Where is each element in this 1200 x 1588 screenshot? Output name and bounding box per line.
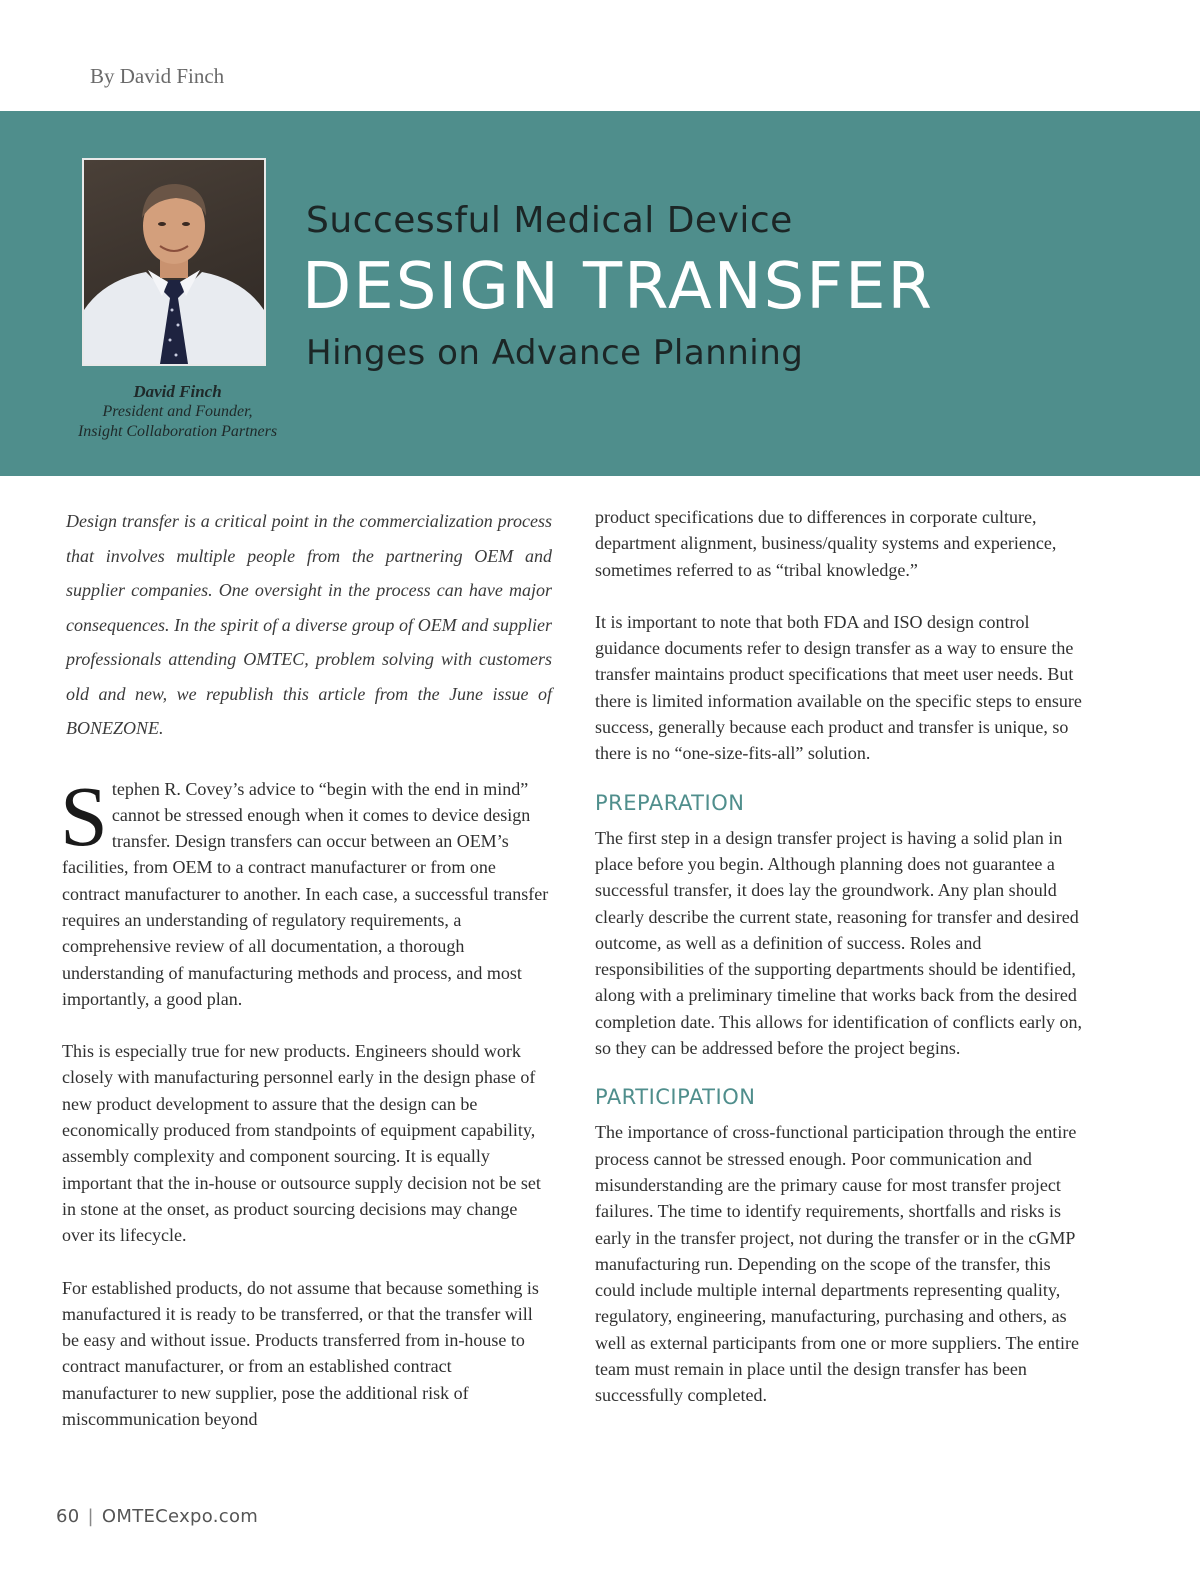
footer-site: OMTECexpo.com	[101, 1506, 259, 1527]
body-paragraph-5: It is important to note that both FDA and ISO design control guidance documents refer to design transfer as a way to ensure the transfer maintains product specifications that meet user needs. But there is limited information available on the specific steps to ensure success, generally because each product and transfer is unique, so there is no “one-size-fits-all” solution.	[595, 611, 1082, 764]
body-paragraph-3: For established products, do not assume that because something is manufactured it is ready to be transferred, or that the transfer will be easy and without issue. Products transferred from in-house to contract manufacturer, or from an established contract manufacturer to new supplier, pose the additional risk of miscommunication beyond	[62, 1277, 539, 1430]
byline: By David Finch	[90, 64, 225, 88]
page-footer	[56, 1506, 258, 1527]
body-paragraph-1	[60, 767, 552, 1013]
body-paragraph-4: product specifications due to differences in corporate culture, department alignment, business/quality systems and experience, sometimes referred to as “tribal knowledge.”	[595, 507, 1057, 580]
right-column	[595, 504, 1090, 1409]
author-caption	[50, 382, 305, 442]
body-paragraph-2: This is especially true for new products. Engineers should work closely with manufacturing personnel early in the design phase of new product development to assure that the design can be economically produced from standpoints of equipment capability, assembly complexity and component sourcing. It is equally important that the in-house or outsource supply decision not be set in stone at the onset, as product sourcing decisions may change over its lifecycle.	[62, 1041, 541, 1246]
body-paragraph-7: The importance of cross-functional participation through the entire process cannot be stressed enough. Poor communication and misunderstanding are the primary cause for most transfer project failures. The time to identify requirements, shortfalls and risks is early in the transfer project, not during the transfer or in the cGMP manufacturing run. Depending on the scope of the transfer, this could include multiple internal departments representing quality, regulatory, engineering, manufacturing, purchasing and others, as well as external participants from one or more suppliers. The entire team must remain in place until the design transfer has been successfully completed.	[595, 1122, 1080, 1406]
body-paragraph-6: The first step in a design transfer project is having a solid plan in place before you begin. Although planning does not guarantee a successful transfer, it does lay the groundwork. Any plan should clearly describe the current state, reasoning for transfer and desired outcome, as well as a definition of success. Roles and responsibilities of the supporting departments should be identified, along with a preliminary timeline that works back from the desired completion date. This allows for identification of conflicts early on, so they can be addressed before the project begins.	[595, 827, 1083, 1059]
heading-preparation: PREPARATION	[595, 790, 745, 815]
page-number: 60	[56, 1506, 80, 1527]
author-photo	[82, 158, 266, 366]
author-company: Insight Collaboration Partners	[77, 423, 278, 440]
drop-cap: S	[60, 767, 108, 864]
title-kicker: Successful Medical Device	[306, 200, 793, 241]
left-column	[62, 504, 552, 1432]
author-role: President and Founder,	[102, 403, 253, 420]
body-paragraph-1-text: tephen R. Covey’s advice to “begin with the end in mind” cannot be stressed enough when it comes to device design transfer. Design transfers can occur between an OEM’s facilities, from OEM to a contract manufacturer or from one contract manufacturer to another. In each case, a successful transfer requires an understanding of regulatory requirements, a comprehensive review of all documentation, a thorough understanding of manufacturing methods and process, and most importantly, a good plan.	[62, 778, 549, 1009]
footer-separator: |	[87, 1506, 94, 1527]
heading-participation: PARTICIPATION	[595, 1085, 756, 1110]
author-name: David Finch	[133, 382, 222, 401]
title-main: DESIGN TRANSFER	[302, 250, 934, 324]
intro-paragraph: Design transfer is a critical point in the commercialization process that involves multiple people from the partnering OEM and supplier companies. One oversight in the process can have major consequences. In the spirit of a diverse group of OEM and supplier professionals attending OMTEC, problem solving with customers old and new, we republish this article from the June issue of BONEZONE.	[66, 511, 552, 738]
title-subtitle: Hinges on Advance Planning	[306, 333, 804, 373]
